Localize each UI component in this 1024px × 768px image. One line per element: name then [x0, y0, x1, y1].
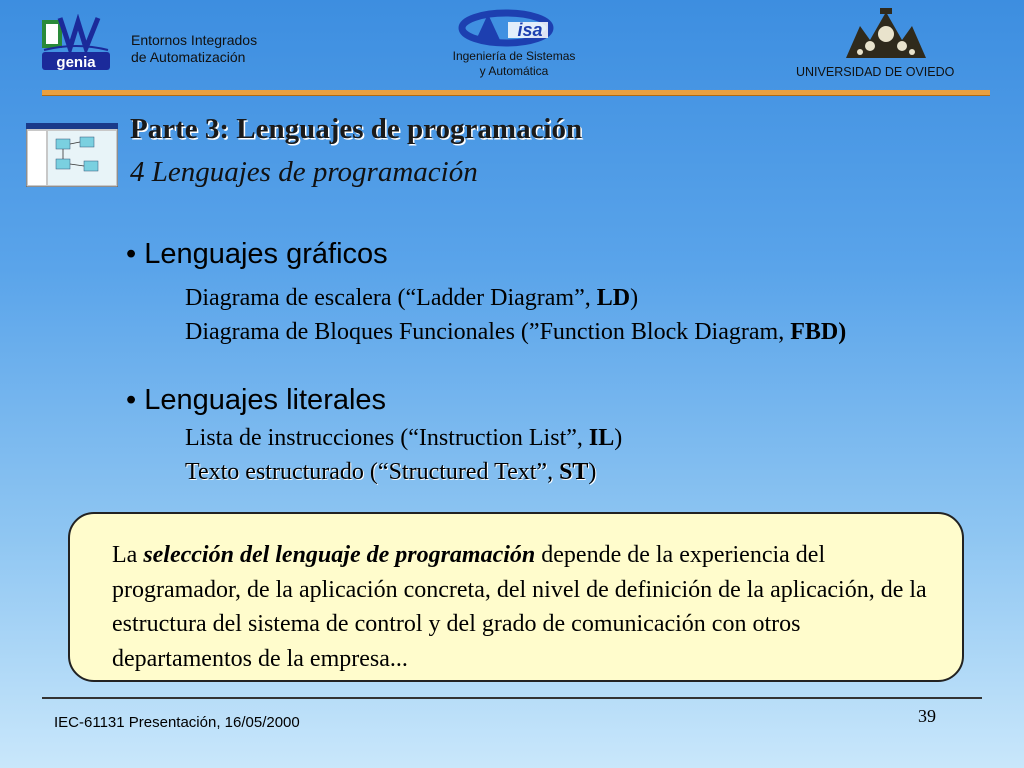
callout-box	[68, 512, 964, 682]
header-right-text: UNIVERSIDAD DE OVIEDO	[796, 65, 955, 79]
header-left-text	[131, 32, 257, 66]
header-left-line1: Entornos Integrados	[131, 32, 258, 48]
bullet-label: Lenguajes gráficos	[144, 238, 388, 270]
header-mid-text	[434, 49, 594, 79]
isa-logo-text: isa	[517, 20, 543, 40]
header-mid-line1: Ingeniería de Sistemas	[452, 49, 576, 63]
software-screenshot-thumbnail-icon	[26, 123, 118, 187]
footer-text: IEC-61131 Presentación, 16/05/2000	[54, 714, 300, 731]
page-number: 39	[918, 706, 936, 726]
genia-logo-icon	[40, 14, 112, 74]
slide-title: Parte 3: Lenguajes de programación	[130, 113, 583, 145]
header-left-line2: de Automatización	[131, 49, 246, 65]
footer-divider	[42, 697, 982, 699]
list-item-structured-text: Texto estructurado (“Structured Text”, ST)	[185, 459, 597, 485]
genia-logo-text: genia	[56, 54, 96, 71]
isa-logo-icon	[448, 8, 578, 50]
bullet-graphic-languages: • Lenguajes gráficos	[126, 238, 388, 270]
university-seal-icon	[840, 6, 932, 60]
slide-subtitle: 4 Lenguajes de programación	[130, 156, 478, 188]
list-item-function-block-diagram: Diagrama de Bloques Funcionales (”Function Block Diagram, FBD)	[185, 319, 847, 345]
list-item-ladder-diagram: Diagrama de escalera (“Ladder Diagram”, LD)	[185, 285, 639, 311]
callout-emphasis: selección del lenguaje de programación	[143, 542, 536, 568]
header-divider	[42, 90, 990, 96]
bullet-literal-languages: • Lenguajes literales	[126, 384, 387, 416]
list-item-instruction-list: Lista de instrucciones (“Instruction List”, IL)	[185, 425, 623, 451]
callout-text: La selección del lenguaje de programación depende de la experiencia del programador, de la aplicación concreta, del nivel de definición de la aplicación, de la estructura del sistema de control y del grado de comunicación con otros departamentos de la empresa...	[112, 542, 927, 672]
header-mid-line2: y Automática	[479, 64, 549, 78]
bullet-label: Lenguajes literales	[144, 384, 387, 416]
